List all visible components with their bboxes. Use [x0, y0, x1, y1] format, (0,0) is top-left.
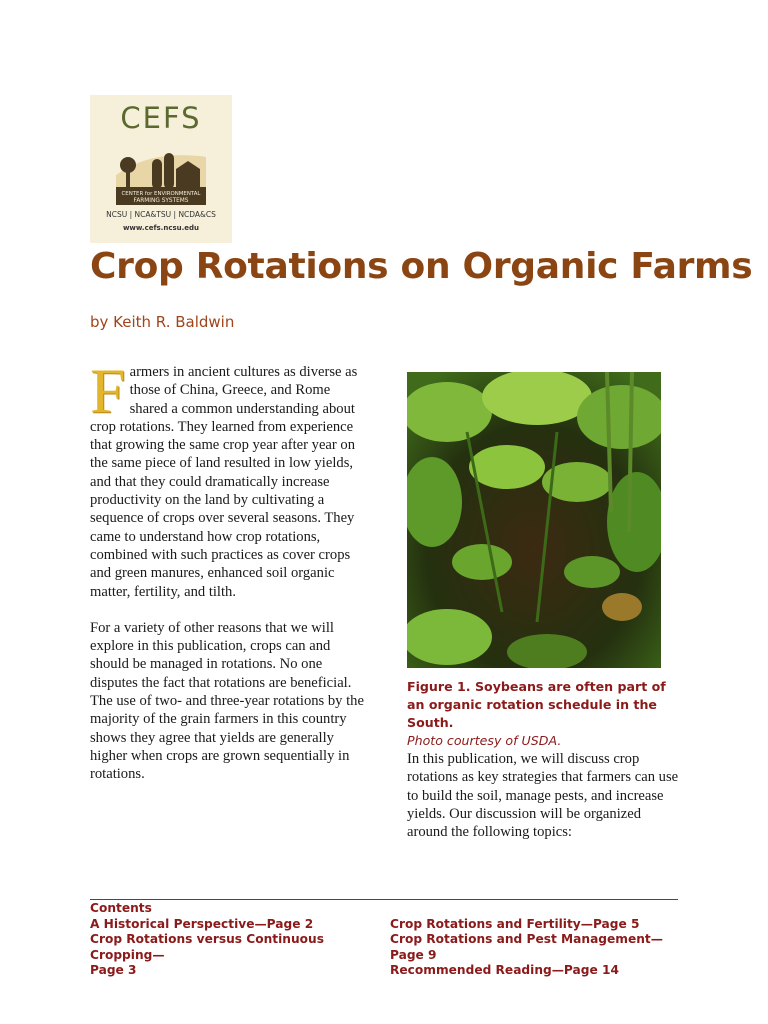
- page-title: Crop Rotations on Organic Farms: [90, 246, 753, 287]
- contents-left-column: [90, 901, 380, 979]
- contents-item: Page 3: [90, 963, 137, 978]
- author-byline: by Keith R. Baldwin: [90, 313, 235, 331]
- contents-heading: Contents: [90, 901, 152, 915]
- figure-caption: [407, 678, 669, 750]
- intro-paragraph-2: For a variety of other reasons that we will explore in this publication, crops can and should be managed in rotations. No one disputes the fact that rotations are beneficial. The use of two- and three-year rotations by the majority of the grain farmers in this country shows they agree that yields are generally higher when crops are grown sequentially in rotations.: [90, 619, 364, 783]
- logo-url: www.cefs.ncsu.edu: [122, 224, 200, 232]
- right-column: [407, 750, 682, 841]
- contents-item: Crop Rotations and Fertility—Page 5: [390, 916, 640, 931]
- figure-credit: Photo courtesy of USDA.: [407, 733, 562, 748]
- intro-paragraph-1: [90, 355, 370, 601]
- intro-column: [90, 355, 370, 784]
- right-column-paragraph: In this publication, we will discuss crop rotations as key strategies that farmers can use to build the soil, manage pests, and increase yields. Our discussion will be organized around the following topics:: [407, 751, 679, 841]
- logo-partners: NCSU | NCA&TSU | NCDA&CS: [106, 210, 216, 219]
- figure-caption-text: Figure 1. Soybeans are often part of an organic rotation schedule in the South.: [407, 679, 666, 730]
- drop-cap: F: [90, 355, 126, 426]
- farm-landscape-icon: [112, 135, 210, 207]
- contents-right-column: [390, 917, 690, 979]
- contents-item: Recommended Reading—Page 14: [390, 963, 619, 978]
- contents-item: Crop Rotations and Pest Management—Page 9: [390, 932, 663, 962]
- soybean-leaves-image: [407, 372, 661, 668]
- cefs-logo: [90, 95, 232, 243]
- contents-item: A Historical Perspective—Page 2: [90, 916, 314, 931]
- intro-paragraph-1-text: armers in ancient cultures as diverse as those of China, Greece, and Rome shared a common understanding about crop rotations. They learned from experience that growing the same crop year after year on the same piece of land resulted in low yields, and that they could dramatically increase productivity on the land by cultivating a sequence of crops over several seasons. They came to understand how crop rotations, combined with such practices as cover crops and green manures, enhanced soil organic matter, fertility, and tilth.: [90, 364, 358, 600]
- logo-tagline-line2: FARMING SYSTEMS: [133, 198, 189, 204]
- soybean-photo: [407, 372, 661, 668]
- logo-title: CEFS: [120, 101, 202, 135]
- contents-divider: [90, 899, 678, 900]
- contents-item: Crop Rotations versus Continuous Cropping—: [90, 932, 324, 962]
- logo-tagline-line1: CENTER for ENVIRONMENTAL: [121, 191, 201, 197]
